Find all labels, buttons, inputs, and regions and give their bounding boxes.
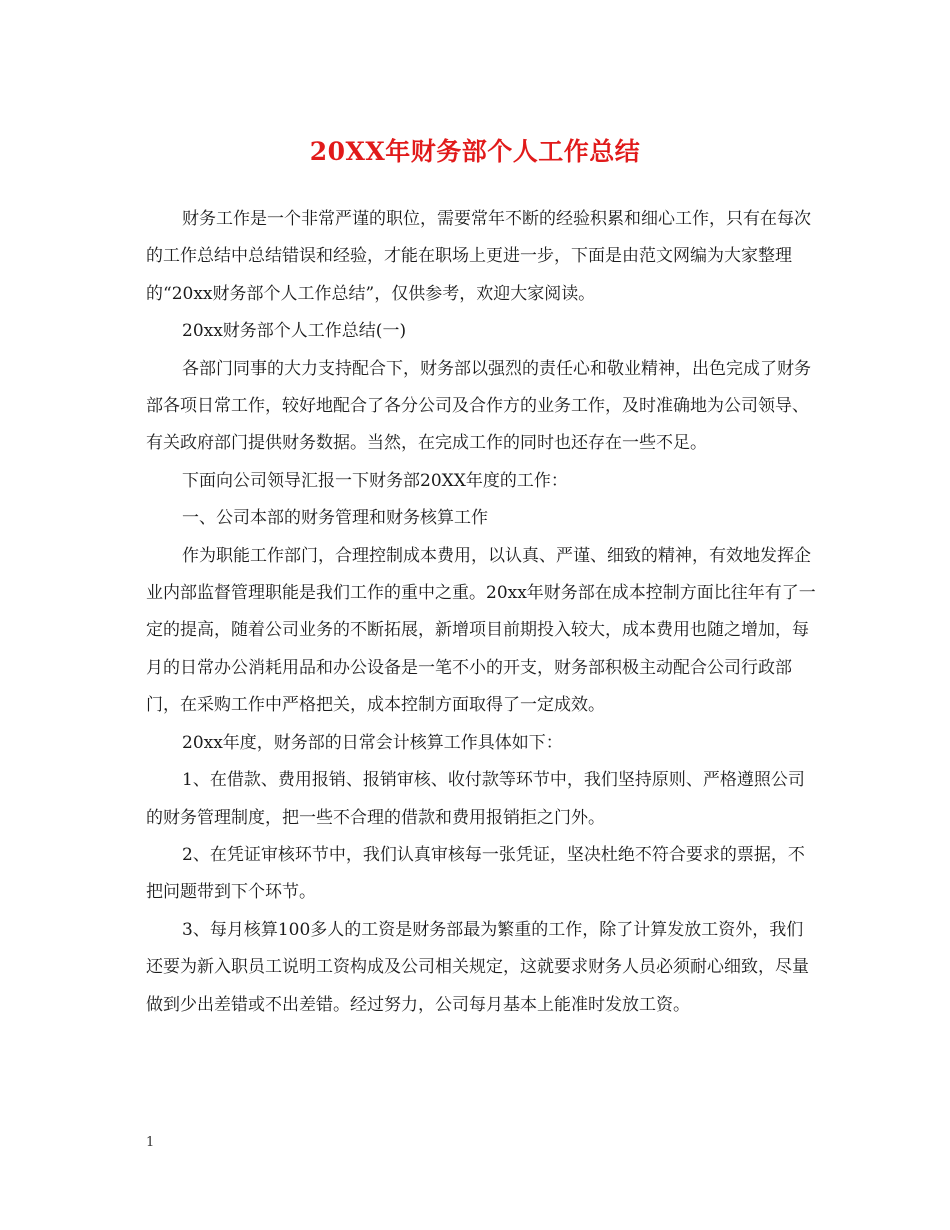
document-body [146,201,816,1024]
paragraph-intro: 财务工作是一个非常严谨的职位，需要常年不断的经验积累和细心工作，只有在每次的工作总结中总结错误和经验，才能在职场上更进一步，下面是由范文网编为大家整理的“20xx财务部个人工作总结”，仅供参考，欢迎大家阅读。 [146,209,811,304]
paragraph-accounting-intro: 20xx年度，财务部的日常会计核算工作具体如下： [182,732,563,753]
page-number: 1 [146,1135,155,1150]
paragraph-overview: 各部门同事的大力支持配合下，财务部以强烈的责任心和敬业精神，出色完成了财务部各项日常工作，较好地配合了各分公司及合作方的业务工作，及时准确地为公司领导、有关政府部门提供财务数据。当然，在完成工作的同时也还存在一些不足。 [146,358,811,454]
paragraph-item-3: 3、每月核算100多人的工资是财务部最为繁重的工作，除了计算发放工资外，我们还要为新入职员工说明工资构成及公司相关规定，这就要求财务人员必须耐心细致，尽量做到少出差错或不出差错。经过努力，公司每月基本上能准时发放工资。 [146,919,809,1015]
paragraph-item-2: 2、在凭证审核环节中，我们认真审核每一张凭证，坚决杜绝不符合要求的票据，不把问题带到下个环节。 [146,844,805,903]
paragraph-subheading-one: 一、公司本部的财务管理和财务核算工作 [182,508,488,529]
paragraph-cost-control: 作为职能工作部门，合理控制成本费用，以认真、严谨、细致的精神，有效地发挥企业内部监督管理职能是我们工作的重中之重。20xx年财务部在成本控制方面比往年有了一定的提高，随着公司业务的不断拓展，新增项目前期投入较大，成本费用也随之增加，每月的日常办公消耗用品和办公设备是一笔不小的开支，财务部积极主动配合公司行政部门，在采购工作中严格把关，成本控制方面取得了一定成效。 [146,545,816,716]
paragraph-section-heading: 20xx财务部个人工作总结(一) [182,321,407,342]
paragraph-report-intro: 下面向公司领导汇报一下财务部20XX年度的工作： [182,470,568,491]
paragraph-item-1: 1、在借款、费用报销、报销审核、收付款等环节中，我们坚持原则、严格遵照公司的财务管理制度，把一些不合理的借款和费用报销拒之门外。 [146,770,805,828]
document-title: 20XX年财务部个人工作总结 [309,137,641,166]
